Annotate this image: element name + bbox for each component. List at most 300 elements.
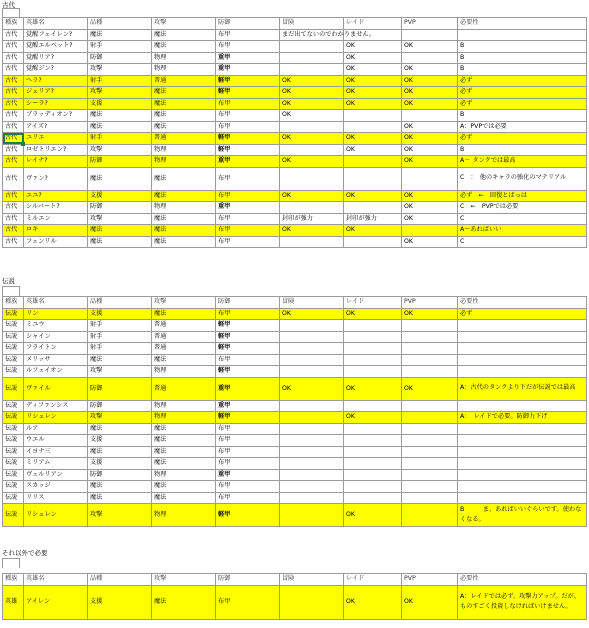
cell-raid[interactable]: OK <box>344 75 402 87</box>
cell-attack[interactable]: 物理 <box>152 366 216 378</box>
cell-pvp[interactable] <box>402 52 458 64</box>
cell-hero-name[interactable]: アイレン <box>24 585 88 619</box>
cell-adventure[interactable]: 封印が強力 <box>280 213 344 225</box>
cell-attack[interactable]: 物理 <box>152 412 216 424</box>
cell-adventure[interactable] <box>280 504 344 527</box>
header-adventure[interactable]: 冒険 <box>280 18 344 30</box>
cell-hero-name[interactable]: シャイン <box>24 331 88 343</box>
cell-adventure[interactable] <box>280 481 344 493</box>
header-hero-name[interactable]: 英雄名 <box>24 18 88 30</box>
cell-race[interactable]: 古代 <box>3 156 24 168</box>
cell-adventure[interactable]: まだ出てないのでわかりません。 <box>280 29 344 41</box>
cell-class[interactable]: 攻撃 <box>88 366 152 378</box>
cell-necessity[interactable] <box>458 354 587 366</box>
cell-pvp[interactable] <box>402 225 458 237</box>
cell-hero-name[interactable]: ルア <box>24 423 88 435</box>
cell-attack[interactable]: 魔法 <box>152 492 216 504</box>
cell-defense[interactable]: 重甲 <box>216 156 280 168</box>
cell-raid[interactable]: OK <box>344 64 402 76</box>
cell-adventure[interactable] <box>280 144 344 156</box>
cell-necessity[interactable] <box>458 435 587 447</box>
cell-pvp[interactable] <box>402 29 458 41</box>
cell-attack[interactable]: 魔法 <box>152 225 216 237</box>
cell-class[interactable]: 射手 <box>88 343 152 355</box>
cell-raid[interactable] <box>344 354 402 366</box>
cell-raid[interactable] <box>344 366 402 378</box>
cell-necessity[interactable]: A～あればいい <box>458 225 587 237</box>
cell-hero-name[interactable]: 覚醒エルベット? <box>24 41 88 53</box>
cell-class[interactable]: 防御 <box>88 156 152 168</box>
cell-necessity[interactable]: A：古代のタンクより下だが伝説では最高 <box>458 377 587 400</box>
cell-race[interactable]: 伝説 <box>3 423 24 435</box>
header-raid[interactable]: レイド <box>344 574 402 586</box>
cell-pvp[interactable] <box>402 423 458 435</box>
cell-raid[interactable] <box>344 156 402 168</box>
cell-attack[interactable]: 魔法 <box>152 585 216 619</box>
cell-hero-name[interactable]: リシュレン <box>24 412 88 424</box>
cell-attack[interactable]: 魔法 <box>152 41 216 53</box>
cell-attack[interactable]: 魔法 <box>152 236 216 248</box>
cell-raid[interactable] <box>344 481 402 493</box>
cell-hero-name[interactable]: レイナ? <box>24 156 88 168</box>
cell-adventure[interactable] <box>280 202 344 214</box>
cell-race[interactable]: 伝説 <box>3 366 24 378</box>
cell-adventure[interactable] <box>280 435 344 447</box>
header-class[interactable]: 品種 <box>88 297 152 309</box>
cell-defense[interactable]: 重甲 <box>216 64 280 76</box>
cell-race[interactable]: 古代 <box>3 144 24 156</box>
cell-hero-name[interactable]: 覚醒ジン? <box>24 64 88 76</box>
cell-necessity[interactable] <box>458 446 587 458</box>
header-race[interactable]: 種族 <box>3 297 24 309</box>
cell-attack[interactable]: 物理 <box>152 156 216 168</box>
cell-race[interactable]: 古代 <box>3 133 24 145</box>
cell-attack[interactable]: 魔法 <box>152 354 216 366</box>
cell-attack[interactable]: 魔法 <box>152 423 216 435</box>
cell-class[interactable]: 攻撃 <box>88 504 152 527</box>
cell-raid[interactable]: OK <box>344 412 402 424</box>
cell-race[interactable]: 古代 <box>3 190 24 202</box>
cell-raid[interactable]: OK <box>344 52 402 64</box>
cell-attack[interactable]: 魔法 <box>152 29 216 41</box>
cell-class[interactable]: 射手 <box>88 75 152 87</box>
cell-necessity[interactable]: B <box>458 144 587 156</box>
cell-pvp[interactable] <box>402 412 458 424</box>
cell-necessity[interactable]: A： レイドで必要。防御力下げ <box>458 412 587 424</box>
cell-pvp[interactable] <box>402 469 458 481</box>
cell-defense[interactable]: 布甲 <box>216 190 280 202</box>
header-pvp[interactable]: PVP <box>402 297 458 309</box>
cell-pvp[interactable]: OK <box>402 64 458 76</box>
cell-raid[interactable] <box>344 202 402 214</box>
cell-hero-name[interactable]: ユリエ <box>24 133 88 145</box>
cell-pvp[interactable]: OK <box>402 144 458 156</box>
cell-class[interactable]: 魔法 <box>88 423 152 435</box>
cell-pvp[interactable]: OK <box>402 41 458 53</box>
header-adventure[interactable]: 冒険 <box>280 574 344 586</box>
cell-adventure[interactable]: OK <box>280 308 344 320</box>
cell-raid[interactable] <box>344 400 402 412</box>
cell-class[interactable]: 防御 <box>88 202 152 214</box>
cell-pvp[interactable] <box>402 492 458 504</box>
cell-attack[interactable]: 魔法 <box>152 190 216 202</box>
cell-necessity[interactable] <box>458 343 587 355</box>
cell-race[interactable]: 古代 <box>3 167 24 190</box>
cell-defense[interactable]: 布甲 <box>216 446 280 458</box>
cell-defense[interactable]: 布甲 <box>216 354 280 366</box>
cell-race[interactable]: 伝説 <box>3 458 24 470</box>
cell-attack[interactable]: 魔法 <box>152 308 216 320</box>
cell-adventure[interactable] <box>280 458 344 470</box>
cell-necessity[interactable]: 必ず <box>458 75 587 87</box>
cell-race[interactable]: 古代 <box>3 236 24 248</box>
cell-pvp[interactable] <box>402 331 458 343</box>
cell-adventure[interactable]: OK <box>280 156 344 168</box>
cell-raid[interactable] <box>344 446 402 458</box>
cell-race[interactable]: 古代 <box>3 87 24 99</box>
cell-attack[interactable]: 普通 <box>152 331 216 343</box>
cell-necessity[interactable]: A－ タンクでは最高 <box>458 156 587 168</box>
cell-class[interactable]: 防御 <box>88 52 152 64</box>
cell-necessity[interactable] <box>458 423 587 435</box>
cell-pvp[interactable] <box>402 458 458 470</box>
cell-race[interactable]: 伝説 <box>3 504 24 527</box>
cell-attack[interactable]: 魔法 <box>152 213 216 225</box>
cell-attack[interactable]: 物理 <box>152 52 216 64</box>
cell-class[interactable]: 射手 <box>88 41 152 53</box>
cell-necessity[interactable]: 必ず <box>458 133 587 145</box>
cell-class[interactable]: 攻撃 <box>88 412 152 424</box>
cell-adventure[interactable] <box>280 469 344 481</box>
cell-adventure[interactable] <box>280 167 344 190</box>
cell-defense[interactable]: 重甲 <box>216 52 280 64</box>
cell-raid[interactable] <box>344 110 402 122</box>
cell-pvp[interactable] <box>402 366 458 378</box>
cell-raid[interactable] <box>344 469 402 481</box>
cell-class[interactable]: 魔法 <box>88 167 152 190</box>
cell-defense[interactable]: 軽甲 <box>216 144 280 156</box>
cell-necessity[interactable]: C ← PVPでは必要 <box>458 202 587 214</box>
cell-attack[interactable]: 魔法 <box>152 98 216 110</box>
cell-race[interactable]: 伝説 <box>3 481 24 493</box>
cell-pvp[interactable] <box>402 343 458 355</box>
cell-necessity[interactable]: B <box>458 52 587 64</box>
cell-hero-name[interactable]: スカッジ <box>24 481 88 493</box>
cell-hero-name[interactable]: メリッサ <box>24 354 88 366</box>
cell-hero-name[interactable]: ウエル <box>24 435 88 447</box>
cell-necessity[interactable]: 必ず <box>458 308 587 320</box>
cell-race[interactable]: 伝説 <box>3 331 24 343</box>
cell-adventure[interactable] <box>280 52 344 64</box>
cell-race[interactable]: 伝説 <box>3 446 24 458</box>
cell-adventure[interactable]: OK <box>280 75 344 87</box>
cell-class[interactable]: 魔法 <box>88 225 152 237</box>
cell-hero-name[interactable]: ヴァン? <box>24 167 88 190</box>
cell-defense[interactable]: 布甲 <box>216 458 280 470</box>
cell-attack[interactable]: 普通 <box>152 377 216 400</box>
cell-raid[interactable] <box>344 458 402 470</box>
cell-necessity[interactable]: 必ず <box>458 98 587 110</box>
cell-raid[interactable]: OK <box>344 585 402 619</box>
cell-attack[interactable]: 物理 <box>152 400 216 412</box>
cell-raid[interactable]: 封印が強力 <box>344 213 402 225</box>
cell-attack[interactable]: 魔法 <box>152 481 216 493</box>
cell-hero-name[interactable]: ヴェルリアン <box>24 469 88 481</box>
cell-raid[interactable]: OK <box>344 144 402 156</box>
cell-hero-name[interactable]: ブラッディオン? <box>24 110 88 122</box>
header-pvp[interactable]: PVP <box>402 18 458 30</box>
cell-class[interactable]: 魔法 <box>88 110 152 122</box>
cell-pvp[interactable]: OK <box>402 202 458 214</box>
header-race[interactable]: 種族 <box>3 574 24 586</box>
cell-pvp[interactable] <box>402 481 458 493</box>
cell-race[interactable]: 古代 <box>3 75 24 87</box>
cell-hero-name[interactable]: ルフェイオン <box>24 366 88 378</box>
cell-raid[interactable] <box>344 492 402 504</box>
cell-race[interactable]: 古代 <box>3 98 24 110</box>
header-attack[interactable]: 攻撃 <box>152 18 216 30</box>
cell-class[interactable]: 攻撃 <box>88 64 152 76</box>
cell-necessity[interactable]: B ま、あればいいぐらいです。使わなくなる。 <box>458 504 587 527</box>
cell-race[interactable]: 古代 <box>3 29 24 41</box>
cell-defense[interactable]: 布甲 <box>216 423 280 435</box>
cell-defense[interactable]: 布甲 <box>216 225 280 237</box>
cell-hero-name[interactable]: ヘラ? <box>24 75 88 87</box>
cell-defense[interactable]: 軽甲 <box>216 343 280 355</box>
cell-attack[interactable]: 普通 <box>152 133 216 145</box>
cell-raid[interactable]: OK <box>344 225 402 237</box>
cell-attack[interactable]: 物理 <box>152 64 216 76</box>
cell-raid[interactable] <box>344 167 402 190</box>
cell-class[interactable]: 魔法 <box>88 121 152 133</box>
cell-raid[interactable] <box>344 331 402 343</box>
cell-race[interactable]: 伝説 <box>3 354 24 366</box>
cell-pvp[interactable]: OK <box>402 133 458 145</box>
cell-adventure[interactable] <box>280 446 344 458</box>
cell-necessity[interactable] <box>458 331 587 343</box>
cell-necessity[interactable] <box>458 29 587 41</box>
cell-class[interactable]: 支援 <box>88 190 152 202</box>
cell-pvp[interactable] <box>402 110 458 122</box>
cell-race[interactable]: 古代 <box>3 110 24 122</box>
header-hero-name[interactable]: 英雄名 <box>24 574 88 586</box>
cell-adventure[interactable]: OK <box>280 87 344 99</box>
cell-class[interactable]: 魔法 <box>88 236 152 248</box>
cell-race[interactable]: 伝説 <box>3 377 24 400</box>
cell-class[interactable]: 魔法 <box>88 446 152 458</box>
cell-class[interactable]: 魔法 <box>88 481 152 493</box>
cell-necessity[interactable]: A：PVPでは必要 <box>458 121 587 133</box>
cell-adventure[interactable] <box>280 400 344 412</box>
cell-defense[interactable]: 重甲 <box>216 469 280 481</box>
cell-necessity[interactable]: A：レイドでは必ず、攻撃力アップ。だが、ものすごく投資しなければいけません。 <box>458 585 587 619</box>
cell-adventure[interactable] <box>280 423 344 435</box>
cell-necessity[interactable] <box>458 400 587 412</box>
cell-race[interactable]: 伝説 <box>3 469 24 481</box>
header-raid[interactable]: レイド <box>344 297 402 309</box>
cell-raid[interactable]: OK <box>344 190 402 202</box>
cell-race[interactable]: 伝説 <box>3 412 24 424</box>
header-adventure[interactable]: 冒険 <box>280 297 344 309</box>
cell-defense[interactable]: 軽甲 <box>216 75 280 87</box>
header-attack[interactable]: 攻撃 <box>152 574 216 586</box>
cell-pvp[interactable] <box>402 400 458 412</box>
cell-hero-name[interactable]: シルバート? <box>24 202 88 214</box>
cell-attack[interactable]: 物理 <box>152 504 216 527</box>
header-attack[interactable]: 攻撃 <box>152 297 216 309</box>
header-hero-name[interactable]: 英雄名 <box>24 297 88 309</box>
cell-raid[interactable]: OK <box>344 41 402 53</box>
cell-raid[interactable]: OK <box>344 377 402 400</box>
cell-raid[interactable]: OK <box>344 98 402 110</box>
cell-hero-name[interactable]: 覚醒リア? <box>24 52 88 64</box>
cell-pvp[interactable] <box>402 435 458 447</box>
cell-raid[interactable]: OK <box>344 504 402 527</box>
cell-necessity[interactable]: C <box>458 236 587 248</box>
cell-pvp[interactable] <box>402 504 458 527</box>
section-label-cell[interactable] <box>2 558 20 568</box>
cell-class[interactable]: 攻撃 <box>88 87 152 99</box>
cell-adventure[interactable] <box>280 412 344 424</box>
header-defense[interactable]: 防御 <box>216 18 280 30</box>
cell-defense[interactable]: 軽甲 <box>216 133 280 145</box>
cell-adventure[interactable]: OK <box>280 98 344 110</box>
cell-necessity[interactable] <box>458 366 587 378</box>
cell-hero-name[interactable]: ディファンシス <box>24 400 88 412</box>
cell-race[interactable]: 古代 <box>3 41 24 53</box>
cell-pvp[interactable] <box>402 167 458 190</box>
cell-race[interactable]: 古代 <box>3 52 24 64</box>
cell-attack[interactable]: 普通 <box>152 75 216 87</box>
cell-race[interactable]: 古代 <box>3 121 24 133</box>
cell-adventure[interactable] <box>280 585 344 619</box>
cell-race[interactable]: 古代 <box>3 202 24 214</box>
cell-defense[interactable]: 布甲 <box>216 121 280 133</box>
cell-hero-name[interactable]: フライトン <box>24 343 88 355</box>
header-raid[interactable]: レイド <box>344 18 402 30</box>
header-race[interactable]: 種族 <box>3 18 24 30</box>
header-defense[interactable]: 防御 <box>216 574 280 586</box>
cell-adventure[interactable]: OK <box>280 225 344 237</box>
cell-race[interactable]: 伝説 <box>3 343 24 355</box>
cell-hero-name[interactable]: イヨナ三 <box>24 446 88 458</box>
cell-defense[interactable]: 布甲 <box>216 492 280 504</box>
cell-necessity[interactable] <box>458 481 587 493</box>
cell-adventure[interactable] <box>280 366 344 378</box>
cell-pvp[interactable]: OK <box>402 308 458 320</box>
cell-hero-name[interactable]: ミリアム <box>24 458 88 470</box>
cell-raid[interactable] <box>344 236 402 248</box>
cell-necessity[interactable] <box>458 320 587 332</box>
cell-hero-name[interactable]: リリス <box>24 492 88 504</box>
cell-defense[interactable]: 重甲 <box>216 400 280 412</box>
cell-hero-name[interactable]: ミルエン <box>24 213 88 225</box>
cell-attack[interactable]: 魔法 <box>152 110 216 122</box>
cell-raid[interactable]: OK <box>344 133 402 145</box>
cell-class[interactable]: 防御 <box>88 469 152 481</box>
cell-attack[interactable]: 普通 <box>152 343 216 355</box>
cell-defense[interactable]: 布甲 <box>216 29 280 41</box>
cell-class[interactable]: 支援 <box>88 98 152 110</box>
header-class[interactable]: 品種 <box>88 574 152 586</box>
cell-defense[interactable]: 重甲 <box>216 377 280 400</box>
cell-attack[interactable]: 物理 <box>152 202 216 214</box>
cell-necessity[interactable]: C ： 他のキャラの強化のマテリアル <box>458 167 587 190</box>
cell-necessity[interactable] <box>458 469 587 481</box>
cell-hero-name[interactable]: リシュレン <box>24 504 88 527</box>
cell-adventure[interactable] <box>280 236 344 248</box>
cell-defense[interactable]: 重甲 <box>216 202 280 214</box>
cell-race[interactable]: 古代 <box>3 213 24 225</box>
cell-adventure[interactable] <box>280 492 344 504</box>
cell-defense[interactable]: 軽甲 <box>216 412 280 424</box>
cell-pvp[interactable]: OK <box>402 87 458 99</box>
cell-hero-name[interactable]: フェンリル <box>24 236 88 248</box>
cell-necessity[interactable]: 必ず ← 回復とばっは <box>458 190 587 202</box>
cell-adventure[interactable] <box>280 121 344 133</box>
cell-pvp[interactable] <box>402 320 458 332</box>
cell-hero-name[interactable]: エユ? <box>24 190 88 202</box>
cell-defense[interactable]: 布甲 <box>216 110 280 122</box>
cell-race[interactable]: 伝説 <box>3 435 24 447</box>
cell-class[interactable]: 防御 <box>88 377 152 400</box>
cell-necessity[interactable]: C <box>458 213 587 225</box>
cell-class[interactable]: 魔法 <box>88 29 152 41</box>
cell-class[interactable]: 攻撃 <box>88 213 152 225</box>
cell-adventure[interactable] <box>280 320 344 332</box>
cell-race[interactable]: 伝説 <box>3 400 24 412</box>
cell-defense[interactable]: 軽甲 <box>216 504 280 527</box>
cell-race[interactable]: 英雄 <box>3 585 24 619</box>
cell-hero-name[interactable]: ロゼトリエン? <box>24 144 88 156</box>
cell-pvp[interactable]: OK <box>402 190 458 202</box>
cell-necessity[interactable] <box>458 458 587 470</box>
cell-race[interactable]: 古代 <box>3 64 24 76</box>
cell-class[interactable]: 射手 <box>88 331 152 343</box>
cell-class[interactable]: 射手 <box>88 320 152 332</box>
cell-hero-name[interactable]: 覚醒フェイレン? <box>24 29 88 41</box>
cell-adventure[interactable]: OK <box>280 133 344 145</box>
cell-necessity[interactable]: B <box>458 64 587 76</box>
cell-class[interactable]: 支援 <box>88 308 152 320</box>
cell-hero-name[interactable]: ヴァイル <box>24 377 88 400</box>
cell-attack[interactable]: 物理 <box>152 144 216 156</box>
cell-hero-name[interactable]: アイズ? <box>24 121 88 133</box>
cell-pvp[interactable]: OK <box>402 377 458 400</box>
cell-attack[interactable]: 普通 <box>152 320 216 332</box>
cell-attack[interactable]: 魔法 <box>152 446 216 458</box>
cell-defense[interactable]: 布甲 <box>216 585 280 619</box>
cell-hero-name[interactable]: シーラ? <box>24 98 88 110</box>
cell-hero-name[interactable]: リン <box>24 308 88 320</box>
cell-adventure[interactable] <box>280 41 344 53</box>
cell-raid[interactable] <box>344 423 402 435</box>
cell-necessity[interactable] <box>458 492 587 504</box>
cell-defense[interactable]: 布甲 <box>216 308 280 320</box>
cell-raid[interactable]: OK <box>344 308 402 320</box>
cell-attack[interactable]: 魔法 <box>152 435 216 447</box>
cell-class[interactable]: 魔法 <box>88 492 152 504</box>
cell-adventure[interactable] <box>280 343 344 355</box>
fill-handle[interactable] <box>21 142 25 146</box>
cell-attack[interactable]: 魔法 <box>152 458 216 470</box>
cell-defense[interactable]: 布甲 <box>216 236 280 248</box>
cell-adventure[interactable] <box>280 354 344 366</box>
cell-attack[interactable]: 魔法 <box>152 87 216 99</box>
cell-defense[interactable]: 軽甲 <box>216 87 280 99</box>
cell-necessity[interactable]: 必ず <box>458 87 587 99</box>
cell-defense[interactable]: 布甲 <box>216 98 280 110</box>
